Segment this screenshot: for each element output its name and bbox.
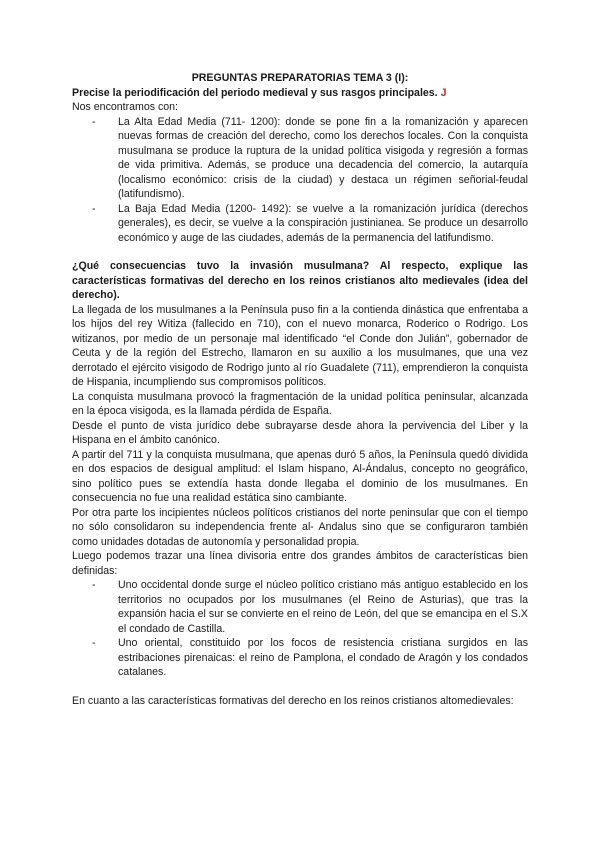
question-1	[72, 86, 528, 101]
spacer	[72, 245, 528, 259]
closing-paragraph: En cuanto a las características formativas del derecho en los reinos cristianos altomedievales:	[72, 694, 514, 707]
question-1-intro: Nos encontramos con:	[72, 101, 178, 113]
paragraph: Desde el punto de vista jurídico debe subrayarse desde ahora la pervivencia del Liber y la Hispana en el ámbito canónico.	[72, 419, 528, 446]
list-item: - Uno occidental donde surge el núcleo político cristiano más antiguo establecido en los territorios no ocupados por los musulmanes (el Reino de Asturias), que tras la expansión hacia el sur se convierte en el reino de León, del que se emancipa en el S.X el condado de Castilla.	[118, 578, 528, 636]
paragraph: La llegada de los musulmanes a la Península puso fin a la contienda dinástica que enfrentaba a los hijos del rey Witiza (fallecido en 710), con el nuevo monarca, Roderico o Rodrigo. Los witizanos, por medio de un personaje mal identificado “el Conde don Julián”, gobernador de Ceuta y de la región del Estrecho, llamaron en su auxilio a los musulmanes, que una vez derrotado el ejército visigodo de Rodrigo junto al río Guadalete (711), emprendieron la conquista de Hispania, incumpliendo sus compromisos políticos.	[72, 303, 528, 388]
question-1-text: Precise la periodificación del periodo medieval y sus rasgos principales.	[72, 86, 438, 99]
paragraph: A partir del 711 y la conquista musulmana, que apenas duró 5 años, la Península quedó dividida en dos espacios de desigual amplitud: el Islam hispano, Al-Ándalus, concepto no geográfico, sino político pues se extendía hasta donde llegaba el dominio de los musulmanes. En consecuencia no fue una realidad estática sino cambiante.	[72, 448, 528, 504]
list-item: - La Alta Edad Media (711- 1200): donde se pone fin a la romanización y aparecen nuevas formas de creación del derecho, como los derechos locales. Con la conquista musulmana se produce la ruptura de la unidad política visigoda y regresión a formas de vida primitiva. Además, se produce una decadencia del comercio, la autarquía (localismo económico: crisis de la ciudad) y destaca un régimen señorial-feudal (latifundismo).	[118, 115, 528, 202]
red-mark: J	[440, 86, 447, 99]
list-item: - Uno oriental, constituido por los focos de resistencia cristiana surgidos en las estribaciones pirenaicas: el reino de Pamplona, el condado de Aragón y los condados catalanes.	[118, 636, 528, 680]
spacer	[72, 680, 528, 694]
regions-list	[72, 578, 528, 680]
paragraph: Por otra parte los incipientes núcleos políticos cristianos del norte peninsular que con el tiempo no sólo consolidaron su independencia frente al- Andalus sino que se configuraron también como unidades dotadas de autonomía y personalidad propia.	[72, 506, 528, 548]
question-2: ¿Qué consecuencias tuvo la invasión musulmana? Al respecto, explique las características formativas del derecho en los reinos cristianos alto medievales (idea del derecho).	[72, 260, 528, 301]
page-title: PREGUNTAS PREPARATORIAS TEMA 3 (I):	[191, 72, 409, 84]
list-item: - La Baja Edad Media (1200- 1492): se vuelve a la romanización jurídica (derechos generales), es decir, se vuelve a la conspiración justinianea. Se produce un desarrollo económico y auge de las ciudades, además de la permanencia del latifundismo.	[118, 202, 528, 246]
paragraph: La conquista musulmana provocó la fragmentación de la unidad política peninsular, alcanzada en la época visigoda, es la llamada pérdida de España.	[72, 390, 528, 417]
period-list	[72, 115, 528, 246]
paragraph: Luego podemos trazar una línea divisoria entre dos grandes ámbitos de características bien definidas:	[72, 550, 528, 577]
